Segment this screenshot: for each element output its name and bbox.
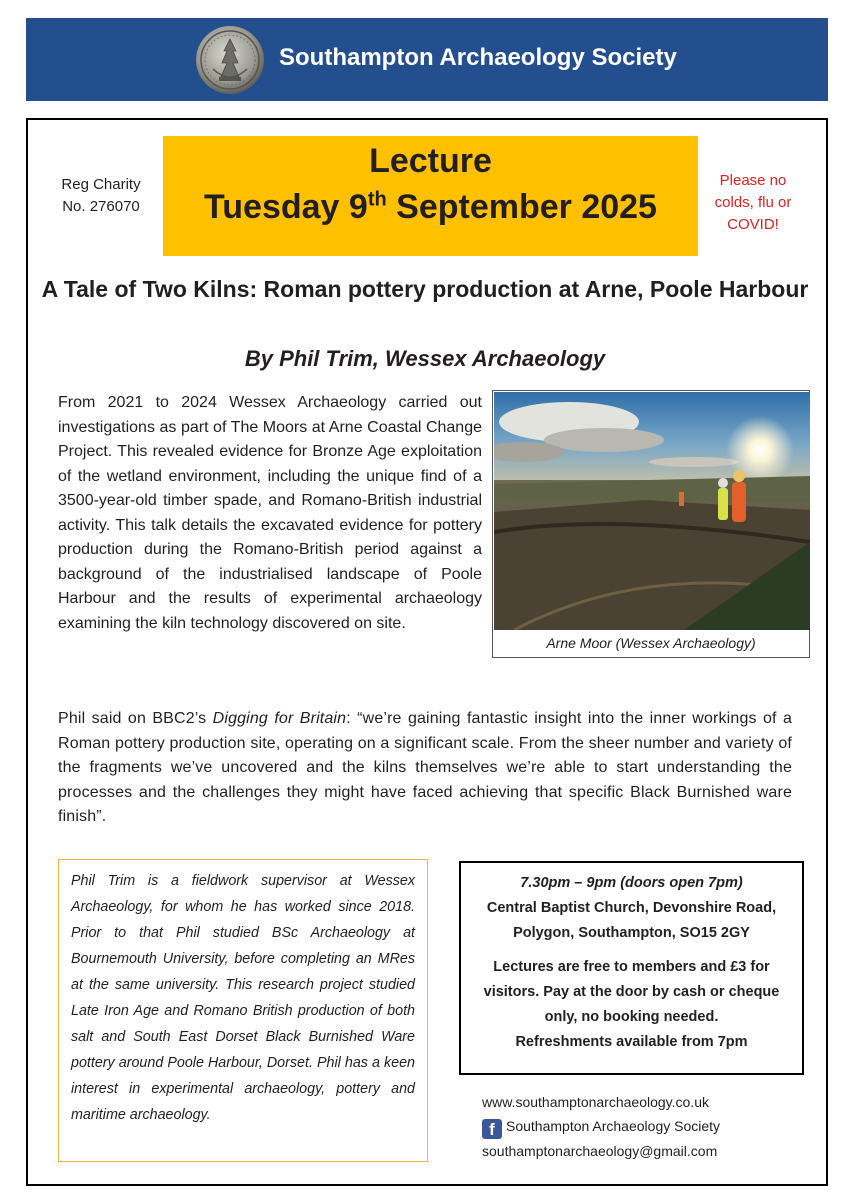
lecture-date [163,188,698,227]
header-banner [26,18,828,101]
talk-description: From 2021 to 2024 Wessex Archaeology carried out investigations as part of The Moors at Arne Coastal Change Project. This revealed evidence for Bronze Age exploitation of the wetland environment, including the unique find of a 3500-year-old timber spade, and Romano-British industrial activity. This talk details the excavated evidence for pottery production during the Romano-British period against a background of the industrialised landscape of Poole Harbour and the results of experimental archaeology examining the kiln technology discovered on site. [58,394,482,632]
programme-name: Digging for Britain [212,710,347,727]
venue-info-box [459,861,804,1075]
venue-address: Central Baptist Church, Devonshire Road, Polygon, Southampton, SO15 2GY [486,900,777,941]
society-seal-icon [195,25,265,95]
health-warning: Please no colds, flu or COVID! [714,172,792,233]
pricing-info: Lectures are free to members and £3 for visitors. Pay at the door by cash or cheque only, no booking needed. [483,959,780,1025]
photo-caption: Arne Moor (Wessex Archaeology) [546,635,756,651]
arne-moor-photo [494,392,810,630]
website-link[interactable]: www.southamptonarchaeology.co.uk [482,1094,709,1110]
society-name: Southampton Archaeology Society [279,44,677,71]
speaker-quote [58,707,792,830]
talk-title: A Tale of Two Kilns: Roman pottery production at Arne, Poole Harbour [41,276,809,302]
event-time: 7.30pm – 9pm (doors open 7pm) [520,875,743,891]
lecture-label: Lecture [369,142,492,180]
quote-prefix: Phil said on BBC2’s [58,710,213,727]
facebook-label: Southampton Archaeology Society [506,1118,721,1134]
charity-label: Reg Charity [61,176,141,193]
speaker-byline: By Phil Trim, Wessex Archaeology [244,346,606,371]
lecture-date-prefix: Tuesday 9 [204,188,368,226]
charity-number [56,174,146,218]
speaker-bio: Phil Trim is a fieldwork supervisor at Wessex Archaeology, for whom he has worked since 2018. Prior to that Phil studied BSc Archaeology at Bournemouth University, before completing an MRes at the same university. This research project studied Late Iron Age and Romano British production of both salt and South East Dorset Black Burnished Ware pottery around Poole Harbour, Dorset. Phil has a keen interest in experimental archaeology, pottery and maritime archaeology. [71,873,415,1123]
photo-figure [492,390,810,658]
facebook-icon: f [482,1119,502,1139]
quote-text: : “we’re gaining fantastic insight into the inner workings of a Roman pottery production site, operating on a significant scale. From the sheer number and variety of the fragments we’ve uncovered and the kilns themselves we’re able to start understanding the processes and the challenges they might have faced achieving that specific Black Burnished ware finish”. [58,710,793,825]
contact-info [482,1090,812,1163]
refreshments-info: Refreshments available from 7pm [515,1034,748,1050]
speaker-bio-box [58,859,428,1162]
lecture-heading-box [163,136,698,256]
facebook-link[interactable] [482,1114,812,1139]
email-link[interactable]: southamptonarchaeology@gmail.com [482,1143,718,1159]
charity-reg-no: No. 276070 [62,198,140,215]
lecture-date-ordinal: th [367,188,387,211]
lecture-date-rest: September 2025 [386,188,657,226]
